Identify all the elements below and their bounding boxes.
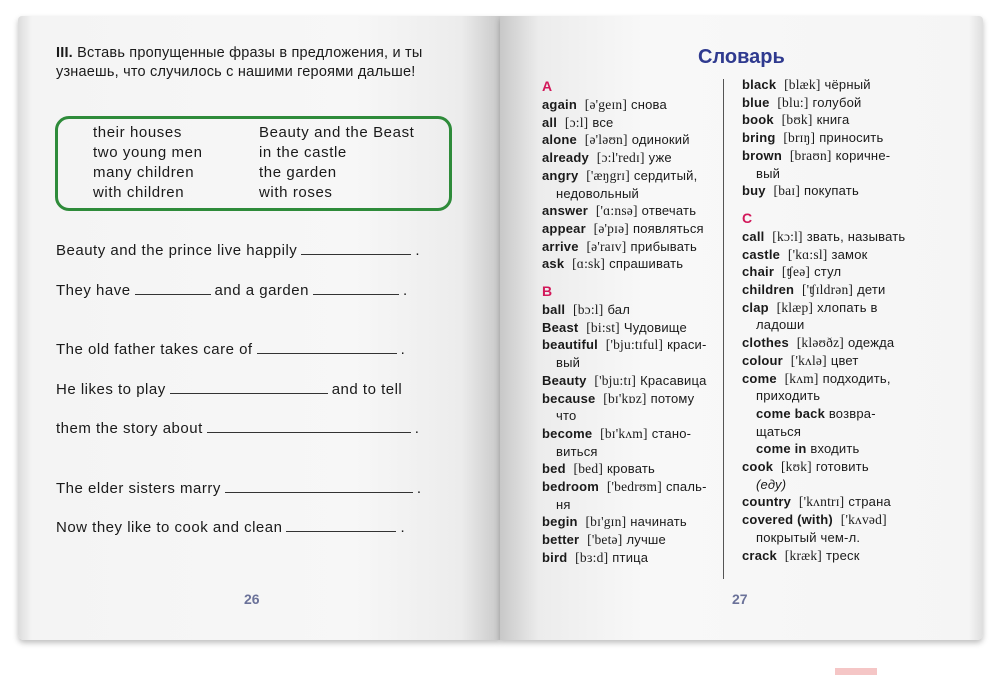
glossary-entry xyxy=(742,281,886,299)
task-text: Вставь пропущенные фразы в предложения, и ты узнаешь, что случилось с нашими героями дальше! xyxy=(56,45,423,80)
phrase-option: the garden xyxy=(259,164,337,181)
entry-transcription: [blæk] xyxy=(784,77,821,92)
sentence-text: and to tell xyxy=(331,381,403,398)
answer-blank xyxy=(135,280,211,295)
entry-meaning: что xyxy=(556,408,577,424)
sentence-text: . xyxy=(400,519,406,536)
entry-transcription: [bɔ:l] xyxy=(573,302,604,317)
entry-word: brown xyxy=(742,147,782,163)
entry-word: blue xyxy=(742,94,770,110)
entry-word: Beast xyxy=(542,319,579,335)
phrase-option: in the castle xyxy=(259,144,347,161)
glossary-title: Словарь xyxy=(698,46,785,68)
answer-blank xyxy=(313,280,399,295)
entry-meaning: Чудовище xyxy=(623,319,687,335)
entry-word: angry xyxy=(542,167,579,183)
sentence-text: Now they like to cook and clean xyxy=(56,519,283,536)
corner-mark xyxy=(835,668,877,675)
entry-meaning: спрашивать xyxy=(609,256,684,272)
entry-transcription: ['betə] xyxy=(587,532,623,548)
entry-transcription: [bɪ'gɪn] xyxy=(585,514,627,530)
entry-meaning: прибывать xyxy=(630,238,698,254)
glossary-entry xyxy=(756,423,801,441)
glossary-entry xyxy=(542,255,683,273)
phrase-option: two young men xyxy=(93,144,203,161)
entry-word: come back xyxy=(756,405,826,421)
sentence-text: . xyxy=(402,282,408,299)
entry-word: begin xyxy=(542,514,578,530)
entry-meaning: все xyxy=(592,114,614,130)
answer-blank xyxy=(257,339,397,354)
entry-transcription: ['æŋgrɪ] xyxy=(586,167,630,183)
entry-meaning: возвра- xyxy=(828,405,876,421)
entry-meaning: покупать xyxy=(804,183,859,199)
entry-meaning: треск xyxy=(826,547,860,563)
entry-transcription: [kɔ:l] xyxy=(772,228,803,244)
entry-meaning: уже xyxy=(648,150,672,166)
glossary-entry xyxy=(756,165,780,183)
entry-word: ask xyxy=(542,256,565,272)
entry-word: because xyxy=(542,390,596,406)
sentence-line xyxy=(56,240,420,259)
task-number: III. xyxy=(56,45,73,61)
phrase-option: with roses xyxy=(259,184,333,201)
entry-meaning: потому xyxy=(650,390,695,406)
glossary-entry xyxy=(742,76,871,94)
page-number-right: 27 xyxy=(732,591,748,607)
entry-meaning: коричне- xyxy=(835,147,891,163)
glossary-entry xyxy=(542,336,707,354)
entry-transcription: ['bju:tɪ] xyxy=(594,372,637,388)
entry-meaning: цвет xyxy=(830,352,859,368)
glossary-entry xyxy=(756,405,876,423)
glossary-entry xyxy=(542,131,690,149)
entry-transcription: ['kʌlə] xyxy=(790,352,827,368)
glossary-entry xyxy=(556,354,580,372)
entry-word: again xyxy=(542,97,577,112)
left-page xyxy=(18,16,500,640)
glossary-entry xyxy=(542,531,666,549)
entry-meaning: стул xyxy=(814,264,842,280)
entry-meaning: одинокий xyxy=(631,132,690,148)
entry-word: all xyxy=(542,114,558,130)
glossary-entry xyxy=(742,246,868,264)
entry-meaning: страна xyxy=(848,494,891,510)
answer-blank xyxy=(207,418,411,433)
entry-meaning: стано- xyxy=(651,425,692,441)
section-letter: C xyxy=(742,209,753,226)
entry-word: castle xyxy=(742,246,781,262)
sentence-line xyxy=(56,339,405,358)
glossary-entry xyxy=(742,129,883,147)
sentence-text: He likes to play xyxy=(56,381,166,398)
entry-meaning: ня xyxy=(556,496,571,512)
glossary-entry xyxy=(742,299,878,317)
entry-meaning: приносить xyxy=(819,130,884,146)
glossary-entry xyxy=(742,370,891,388)
entry-word: bird xyxy=(542,549,568,565)
entry-transcription: [kʌm] xyxy=(784,370,819,386)
glossary-entry xyxy=(542,319,687,337)
entry-transcription: [blu:] xyxy=(777,94,809,110)
entry-word: become xyxy=(542,425,593,441)
entry-meaning: краси- xyxy=(667,337,707,353)
entry-word: come xyxy=(742,370,777,386)
glossary-entry xyxy=(756,387,820,405)
entry-word: chair xyxy=(742,264,775,280)
entry-transcription: ['kʌvəd] xyxy=(840,512,887,528)
glossary-entry xyxy=(542,513,687,531)
entry-transcription: [ɔ:l] xyxy=(564,114,589,130)
glossary-entry xyxy=(542,301,630,319)
entry-meaning: голубой xyxy=(812,94,862,110)
column-divider xyxy=(723,79,724,579)
entry-word: already xyxy=(542,150,589,166)
entry-word: book xyxy=(742,112,774,128)
glossary-entry xyxy=(742,547,860,565)
entry-meaning: бал xyxy=(607,302,631,317)
entry-word: arrive xyxy=(542,238,579,254)
entry-transcription: [ɑ:sk] xyxy=(572,256,606,272)
entry-transcription: ['ɑ:nsə] xyxy=(595,203,638,219)
glossary-entry xyxy=(556,407,576,425)
entry-meaning: птица xyxy=(612,549,649,565)
glossary-entry xyxy=(742,458,869,476)
entry-word: buy xyxy=(742,183,766,199)
glossary-entry xyxy=(556,185,639,203)
glossary-entry xyxy=(542,460,655,478)
entry-transcription: [bɪ'kʌm] xyxy=(600,425,648,441)
entry-word: answer xyxy=(542,203,589,219)
entry-meaning: начинать xyxy=(630,514,687,530)
entry-transcription: [baɪ] xyxy=(773,183,801,199)
glossary-entry xyxy=(742,334,894,352)
entry-meaning: Красавица xyxy=(640,372,707,388)
entry-transcription: ['kʌntrɪ] xyxy=(798,494,845,510)
sentence-line xyxy=(56,418,419,437)
glossary-entry xyxy=(542,390,694,408)
entry-meaning: вый xyxy=(756,165,781,181)
sentence-line xyxy=(56,517,405,536)
sentence-text: Beauty and the prince live happily xyxy=(56,242,298,259)
glossary-entry xyxy=(756,476,786,494)
glossary-entry xyxy=(756,440,860,458)
glossary-entry xyxy=(556,496,571,514)
sentence-text: and a garden xyxy=(214,282,309,299)
answer-blank xyxy=(286,517,396,532)
entry-transcription: [ə'ləʊn] xyxy=(584,132,628,148)
entry-word: ball xyxy=(542,302,566,317)
entry-word: Beauty xyxy=(542,372,587,388)
entry-transcription: [klæp] xyxy=(776,299,814,315)
sentence-text: them the story about xyxy=(56,420,203,437)
entry-word: appear xyxy=(542,220,586,236)
entry-word: alone xyxy=(542,132,577,148)
entry-word: black xyxy=(742,77,777,92)
entry-transcription: [braʊn] xyxy=(789,147,832,163)
entry-meaning: покрытый чем-л. xyxy=(756,529,861,545)
entry-meaning: недовольный xyxy=(556,185,639,201)
glossary-entry xyxy=(542,478,707,496)
sentence-line xyxy=(56,478,422,497)
section-letter: B xyxy=(542,283,553,299)
glossary-entry xyxy=(542,167,697,185)
answer-blank xyxy=(301,240,411,255)
sentence-text: . xyxy=(415,242,420,259)
glossary-entry xyxy=(542,372,707,390)
entry-meaning: снова xyxy=(631,97,667,112)
entry-transcription: [kræk] xyxy=(784,547,822,563)
glossary-entry xyxy=(542,114,613,132)
entry-meaning: вый xyxy=(556,355,581,371)
glossary-entry xyxy=(742,147,890,165)
entry-meaning: подходить, xyxy=(822,370,891,386)
entry-word: better xyxy=(542,532,580,548)
sentence-text: . xyxy=(400,341,406,358)
phrase-option: Beauty and the Beast xyxy=(259,124,415,141)
section-letter: A xyxy=(542,78,553,94)
answer-blank xyxy=(170,379,328,394)
sentence-text: The old father takes care of xyxy=(56,341,253,358)
entry-meaning: отвечать xyxy=(641,203,697,219)
entry-transcription: [ə'geɪn] xyxy=(584,97,628,112)
entry-transcription: [bʊk] xyxy=(781,112,813,128)
answer-blank xyxy=(225,478,413,493)
entry-transcription: [ʧeə] xyxy=(781,264,811,280)
entry-word: children xyxy=(742,282,795,297)
entry-transcription: [ə'raɪv] xyxy=(586,238,627,254)
entry-word: clothes xyxy=(742,335,789,351)
entry-meaning: входить xyxy=(810,441,860,457)
entry-meaning: книга xyxy=(816,112,850,128)
entry-word: country xyxy=(742,494,792,510)
entry-transcription: ['bju:tɪful] xyxy=(605,337,664,353)
entry-meaning: щаться xyxy=(756,423,802,439)
entry-word: bedroom xyxy=(542,479,600,494)
glossary-entry xyxy=(742,94,862,112)
sentence-text: . xyxy=(416,480,422,497)
glossary-entry xyxy=(542,238,697,256)
entry-meaning: кровать xyxy=(607,461,655,477)
entry-meaning: сердитый, xyxy=(633,167,698,183)
entry-meaning: звать, называть xyxy=(806,228,906,244)
glossary-entry xyxy=(742,493,891,511)
entry-meaning: лучше xyxy=(626,532,666,548)
glossary-entry xyxy=(742,182,859,200)
phrase-option: many children xyxy=(93,164,195,181)
entry-word: crack xyxy=(742,547,777,563)
entry-transcription: [brɪŋ] xyxy=(783,130,816,146)
glossary-entry xyxy=(542,149,672,167)
sentence-line xyxy=(56,379,402,398)
entry-meaning: виться xyxy=(556,443,598,459)
entry-transcription: ['bedrʊm] xyxy=(606,479,662,494)
entry-transcription: [kʊk] xyxy=(780,459,812,474)
entry-meaning: (еду) xyxy=(756,476,787,492)
entry-transcription: [bi:st] xyxy=(586,319,620,335)
entry-meaning: готовить xyxy=(815,459,869,474)
entry-word: come in xyxy=(756,441,807,457)
right-page xyxy=(500,16,983,640)
glossary-entry xyxy=(742,228,905,246)
entry-transcription: [bɜ:d] xyxy=(575,549,609,565)
entry-word: bring xyxy=(742,130,776,146)
entry-word: covered (with) xyxy=(742,512,833,528)
entry-transcription: [ə'pɪə] xyxy=(593,220,629,236)
entry-word: colour xyxy=(742,352,783,368)
entry-meaning: дети xyxy=(857,282,886,297)
phrase-option: their houses xyxy=(93,124,182,141)
glossary-entry xyxy=(542,425,691,443)
phrase-option: with children xyxy=(93,184,185,201)
entry-transcription: [ɔ:l'redɪ] xyxy=(596,150,645,166)
entry-transcription: ['kɑ:sl] xyxy=(787,246,828,262)
sentence-text: . xyxy=(414,420,420,437)
entry-meaning: замок xyxy=(831,246,868,262)
task-instruction xyxy=(56,44,456,82)
entry-meaning: хлопать в xyxy=(817,299,878,315)
glossary-entry xyxy=(556,443,598,461)
entry-transcription: [kləʊðz] xyxy=(796,335,844,351)
entry-word: bed xyxy=(542,461,566,477)
entry-meaning: чёрный xyxy=(824,77,871,92)
glossary-entry xyxy=(542,96,667,114)
entry-word: clap xyxy=(742,299,769,315)
glossary-entry xyxy=(542,549,648,567)
glossary-entry xyxy=(742,352,859,370)
glossary-entry xyxy=(742,511,891,529)
entry-transcription: ['ʧɪldrən] xyxy=(801,282,854,297)
entry-word: beautiful xyxy=(542,337,598,353)
entry-word: cook xyxy=(742,459,774,474)
entry-meaning: ладоши xyxy=(756,317,805,333)
entry-transcription: [bɪ'kɒz] xyxy=(603,390,647,406)
glossary-entry xyxy=(742,263,841,281)
glossary-entry xyxy=(742,111,849,129)
entry-transcription: [bed] xyxy=(573,461,604,477)
entry-meaning: спаль- xyxy=(665,479,707,494)
glossary-entry xyxy=(542,202,696,220)
page-number-left: 26 xyxy=(244,591,260,607)
open-book xyxy=(18,16,983,640)
entry-meaning: появляться xyxy=(632,220,704,236)
glossary-entry xyxy=(756,529,860,547)
entry-word: call xyxy=(742,228,765,244)
sentence-line xyxy=(56,280,408,299)
sentence-text: They have xyxy=(56,282,131,299)
glossary-entry xyxy=(542,220,704,238)
glossary-entry xyxy=(756,316,805,334)
sentence-text: The elder sisters marry xyxy=(56,480,221,497)
entry-meaning: одежда xyxy=(847,335,895,351)
entry-meaning: приходить xyxy=(756,388,821,404)
